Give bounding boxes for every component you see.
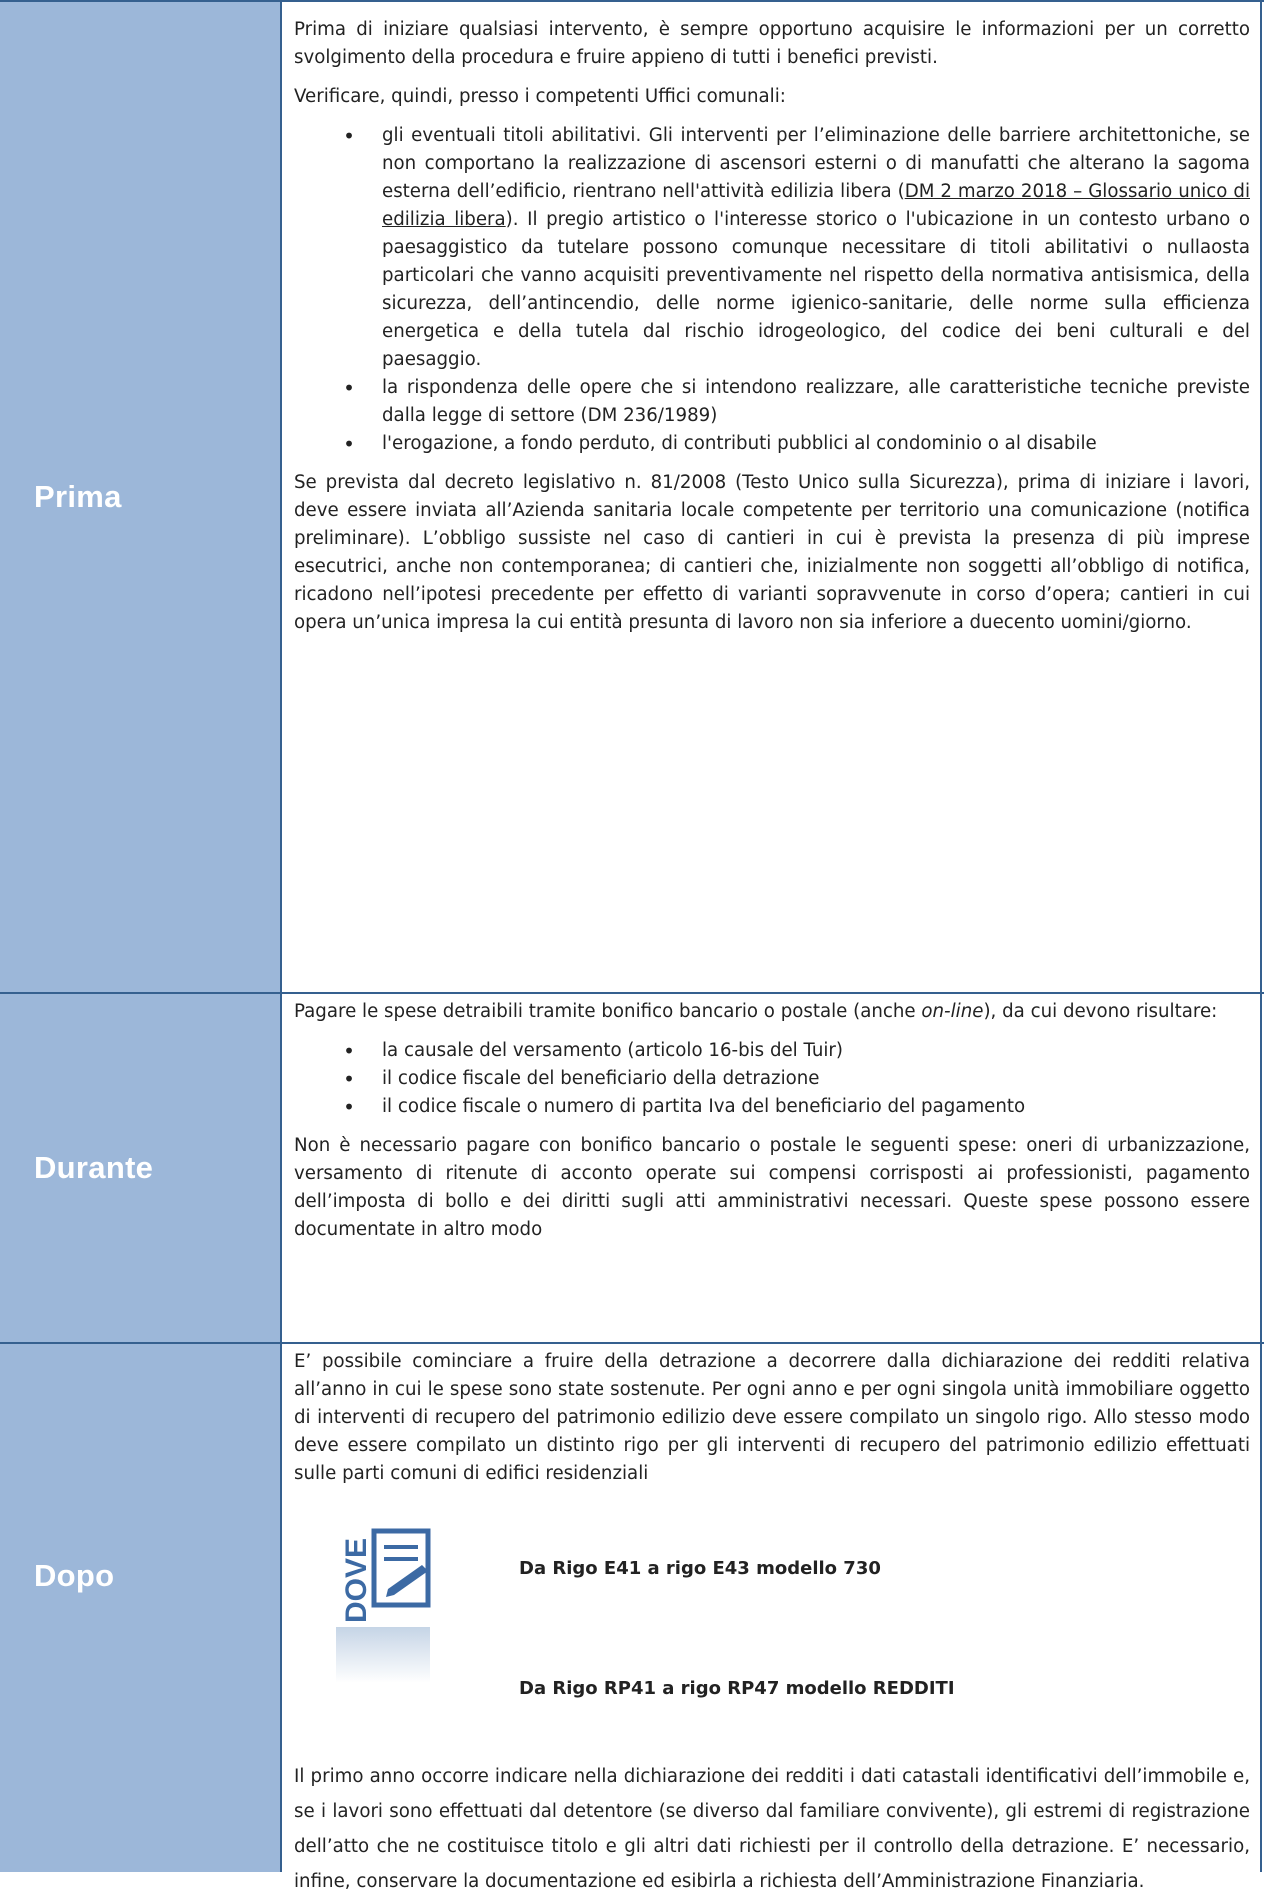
list-item: • gli eventuali titoli abilitativi. Gli interventi per l’eliminazione delle barriere architettoniche, se non comportano la realizzazione di ascensori esterni o di manufatti che alterano la sagoma esterna dell’edificio, rientrano nell'attività edilizia libera (DM 2 marzo 2018 – Glossario unico di edilizia libera). Il pregio artistico o l'interesse storico o l'ubicazione in un contesto urbano o paesaggistico da tutelare possono comunque necessitare di titoli abilitativi o nullaosta particolari che vanno acquisiti preventivamente nel rispetto della normativa antisismica, della sicurezza, dell’antincendio, delle norme igienico-sanitarie, delle norme sulla efficienza energetica e della tutela dal rischio idrogeologico, del codice dei beni culturali e del paesaggio. — [294, 122, 1250, 374]
bullet-icon — [339, 122, 359, 152]
durante-note: Non è necessario pagare con bonifico bancario o postale le seguenti spese: oneri di urbanizzazione, versamento di ritenute di acconto operate sui compensi corrisposti ai professionisti, pagamento dell’imposta di bollo e dei diritti sugli atti amministrativi necessari. Queste spese possono essere documentate in altro modo — [294, 1135, 1250, 1240]
label-cell-durante — [0, 994, 282, 1342]
dove-logo-icon — [332, 1519, 442, 1689]
durante-intro: Pagare le spese detraibili tramite bonifico bancario o postale (anche on-line), da cui devono risultare: — [294, 1001, 1218, 1022]
dove-line-730: Da Rigo E41 a rigo E43 modello 730 — [519, 1558, 881, 1579]
dopo-intro: E’ possibile cominciare a fruire della detrazione a decorrere dalla dichiarazione dei redditi relativa all’anno in cui le spese sono state sostenute. Per ogni anno e per ogni singola unità immobiliare oggetto di interventi di recupero del patrimonio edilizio deve essere compilato un singolo rigo. Allo stesso modo deve essere compilato un distinto rigo per gli interventi di recupero del patrimonio edilizio effettuati sulle parti comuni di edifici residenziali — [294, 1351, 1250, 1484]
bullet-icon — [339, 430, 359, 460]
bullet-icon — [339, 1093, 359, 1123]
svg-text:DOVE: DOVE — [340, 1537, 373, 1623]
list-item: • il codice fiscale del beneficiario della detrazione — [294, 1065, 1250, 1093]
glossario-link[interactable]: DM 2 marzo 2018 – Glossario unico di edilizia libera — [382, 181, 1250, 230]
label-cell-dopo — [0, 1344, 282, 1872]
label-dopo: Dopo — [34, 1558, 115, 1594]
label-cell-prima — [0, 2, 282, 992]
list-item: • l'erogazione, a fondo perduto, di contributi pubblici al condominio o al disabile — [294, 430, 1250, 458]
prima-verify: Verificare, quindi, presso i competenti Uffici comunali: — [294, 86, 786, 107]
row-durante — [0, 992, 1264, 1342]
bullet-icon — [339, 1037, 359, 1067]
durante-bullet-list — [294, 1037, 1250, 1121]
prima-bullet-list — [294, 122, 1250, 458]
prima-intro: Prima di iniziare qualsiasi intervento, è sempre opportuno acquisire le informazioni per un corretto svolgimento della procedura e fruire appieno di tutti i benefici previsti. — [294, 19, 1250, 68]
label-durante: Durante — [34, 1150, 154, 1185]
label-prima: Prima — [34, 479, 122, 514]
row-dopo — [0, 1342, 1264, 1892]
content-cell-durante — [282, 994, 1264, 1342]
bullet-icon — [339, 374, 359, 404]
list-item: • la rispondenza delle opere che si intendono realizzare, alle caratteristiche tecniche previste dalla legge di settore (DM 236/1989) — [294, 374, 1250, 430]
list-item: • il codice fiscale o numero di partita Iva del beneficiario del pagamento — [294, 1093, 1250, 1121]
list-item: • la causale del versamento (articolo 16-bis del Tuir) — [294, 1037, 1250, 1065]
dove-section — [294, 1499, 1250, 1759]
content-cell-dopo — [282, 1344, 1264, 1892]
prima-notifica: Se prevista dal decreto legislativo n. 81/2008 (Testo Unico sulla Sicurezza), prima di iniziare i lavori, deve essere inviata all’Azienda sanitaria locale competente per territorio una comunicazione (notifica preliminare). L’obbligo sussiste nel caso di cantieri in cui è prevista la presenza di più imprese esecutrici, anche non contemporanea; di cantieri che, inizialmente non soggetti all’obbligo di notifica, ricadono nell’ipotesi precedente per effetto di varianti sopravvenute in corso d’opera; cantieri in cui opera un’unica impresa la cui entità presunta di lavoro non sia inferiore a duecento uomini/giorno. — [294, 472, 1250, 633]
bullet-icon — [339, 1065, 359, 1095]
dove-line-redditi: Da Rigo RP41 a rigo RP47 modello REDDITI — [519, 1678, 955, 1699]
dopo-note: Il primo anno occorre indicare nella dichiarazione dei redditi i dati catastali identificativi dell’immobile e, se i lavori sono effettuati dal detentore (se diverso dal familiare convivente), gli estremi di registrazione dell’atto che ne costituisce titolo e gli altri dati richiesti per il controllo della detrazione. E’ necessario, infine, conservare la documentazione ed esibirla a richiesta dell’Amministrazione Finanziaria. — [294, 1766, 1250, 1892]
content-cell-prima — [282, 2, 1264, 992]
